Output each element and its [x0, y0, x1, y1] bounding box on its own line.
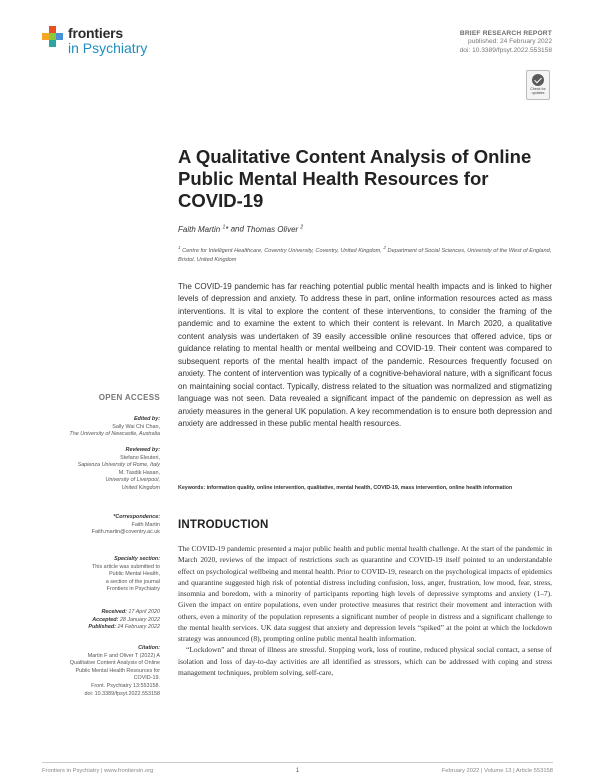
article-title: A Qualitative Content Analysis of Online Public Mental Health Resources for COVID-19	[178, 146, 532, 211]
footer-issue-info: February 2022 | Volume 13 | Article 553158	[441, 768, 553, 774]
keywords-label: Keywords:	[178, 485, 206, 491]
check-for-updates-badge[interactable]	[526, 70, 550, 100]
citation-line-2: Qualitative Content Analysis of Online	[69, 660, 160, 667]
specialty-line-4: Frontiers in Psychiatry	[106, 586, 160, 593]
logo-brand: frontiers	[68, 25, 123, 41]
specialty-line-3: a section of the journal	[105, 578, 160, 585]
citation-line-3: Public Mental Health Resources for	[75, 667, 160, 674]
edited-by-block	[30, 416, 160, 439]
reviewer-1-name: Stefano Eleuteri,	[120, 454, 160, 461]
edited-by-label: Edited by:	[133, 416, 160, 422]
abstract: The COVID-19 pandemic has far reaching potential public mental health impacts and is linked to higher levels of depression and anxiety. To address these in part, online information resources acted as mass interventions. It is vital to explore the content of these interventions, to consider the framing of the pandemic and to examine the extent to which their content is relevant. In March 2020, a qualitative content analysis was undertaken of 39 easily accessible online resources that offered advice, tips or guidance relating to mental health or mental wellbeing and COVID-19. Their content was compared to subsequent reports of the mental health impact of the pandemic. Resources frequently focused on anxiety. The content of intervention was typically of a cognitive-behavioral nature, with a significant focus on maintaining social contact. Typically, distress related to the situation was normalized and stigmatizing language was not seen. Data revealed a significant impact of the pandemic on depression as well as anxiety measures in the general UK population. A key recommendation is to ensure both depression and anxiety are addressed in these public mental health resources.	[178, 282, 552, 428]
intro-paragraph-1: The COVID-19 pandemic presented a major public health and public mental health challenge. At the start of the pandemic in March 2020, reviews of the impact of restrictions such as quarantine and COVID-19 itself pointed to an understandable effect on psychological wellbeing and mental health. Prior to COVID-19, research on the psychological impacts of epidemics and quarantine suggested high risk of potential distress including confusion, loss, anger, frustration, low mood, fear, stress, insomnia and boredom, with a minority of participants reporting high levels of depressive symptoms and anxiety (1–7). Given the impact on entire populations, even under protective measures that restrict their movement and interaction with others, even a minority of the population represents a significant number of people in distress and a significant challenge to the mental health services. UK data suggest that anxiety and depression levels “spiked” at the point at which the lockdown strategy was announced (8), prompting online public mental health information.	[178, 544, 552, 643]
open-access-label: OPEN ACCESS	[98, 393, 160, 402]
badge-line2: updates	[531, 91, 545, 95]
doi-link[interactable]: doi: 10.3389/fpsyt.2022.553158	[459, 46, 552, 54]
citation-label: Citation:	[138, 645, 160, 651]
reviewer-2-country: United Kingdom	[121, 484, 160, 491]
specialty-line-2: Public Mental Health,	[109, 571, 160, 578]
citation-line-5: Front. Psychiatry 13:553158.	[91, 682, 160, 689]
accepted-date: 28 January 2022	[119, 616, 160, 623]
published-date: published: 24 February 2022	[468, 38, 552, 46]
badge-line1: Check for	[530, 87, 546, 91]
reviewer-1-affiliation: Sapienza University of Rome, Italy	[77, 462, 160, 469]
reviewer-2-affiliation: University of Liverpool,	[105, 477, 160, 484]
correspondence-block	[30, 514, 160, 537]
author-2: Thomas Oliver $^2$	[246, 224, 304, 234]
citation-line-4: COVID-19.	[133, 675, 160, 682]
page-number: 1	[295, 768, 300, 774]
accepted-label: Accepted:	[92, 616, 119, 623]
dates-block	[30, 609, 160, 632]
published-label: Published:	[88, 624, 116, 631]
author-list: Faith Martin $^1$* and Thomas Oliver $^2$	[178, 224, 304, 234]
received-label: Received:	[101, 609, 127, 615]
citation-line-1: Martin F and Oliver T (2022) A	[87, 652, 160, 659]
reviewer-2-name: M. Tasdik Hasan,	[118, 469, 160, 476]
journal-logo[interactable]	[42, 26, 147, 55]
citation-doi[interactable]: doi: 10.3389/fpsyt.2022.553158	[84, 690, 160, 697]
specialty-label: Specialty section:	[114, 556, 160, 562]
citation-block	[30, 645, 160, 698]
keywords	[178, 484, 552, 493]
footer-divider	[42, 762, 553, 763]
correspondence-email[interactable]: Faith.martin@coventry.ac.uk	[91, 529, 160, 536]
article-type: BRIEF RESEARCH REPORT	[459, 30, 552, 37]
introduction-body	[178, 543, 552, 678]
specialty-line-1: This article was submitted to	[91, 563, 160, 570]
article-meta	[460, 30, 552, 55]
published-date-sidebar: 24 February 2022	[117, 624, 160, 631]
received-date: 17 April 2020	[128, 609, 160, 615]
editor-affiliation: The University of Newcastle, Australia	[69, 431, 160, 438]
intro-paragraph-2: “Lockdown” and threat of illness are stressful. Stopping work, loss of routine, reduced physical social contact, a sense of isolation and loss of day-to-day activities are all identified as stressors, which can be addressed with coping and stress management techniques, problem solving, self-care,	[178, 645, 552, 677]
author-1: Faith Martin $^1$*	[178, 224, 229, 234]
editor-name: Sally Wai Chi Chan,	[112, 423, 160, 430]
correspondence-label: *Correspondence:	[113, 514, 160, 520]
check-icon	[532, 74, 544, 86]
frontiers-logo-icon	[42, 26, 64, 50]
keywords-list: information quality, online intervention, qualitative, mental health, COVID-19, mass intervention, online health information	[206, 485, 513, 491]
affiliations: $^1$ Centre for Intelligent Healthcare, Coventry University, Coventry, United Kingdom, $^2$ Department of Social Sciences, University of the West of England, Bristol, United Kingdom	[178, 245, 552, 263]
specialty-section-block	[30, 556, 160, 594]
reviewed-by-block	[30, 447, 160, 493]
correspondence-name: Faith Martin	[131, 521, 160, 528]
section-heading-introduction: INTRODUCTION	[178, 519, 269, 531]
logo-journal: in Psychiatry	[68, 40, 148, 56]
reviewed-by-label: Reviewed by:	[125, 447, 160, 453]
footer-journal-link[interactable]: Frontiers in Psychiatry | www.frontiersin.org	[42, 768, 154, 774]
